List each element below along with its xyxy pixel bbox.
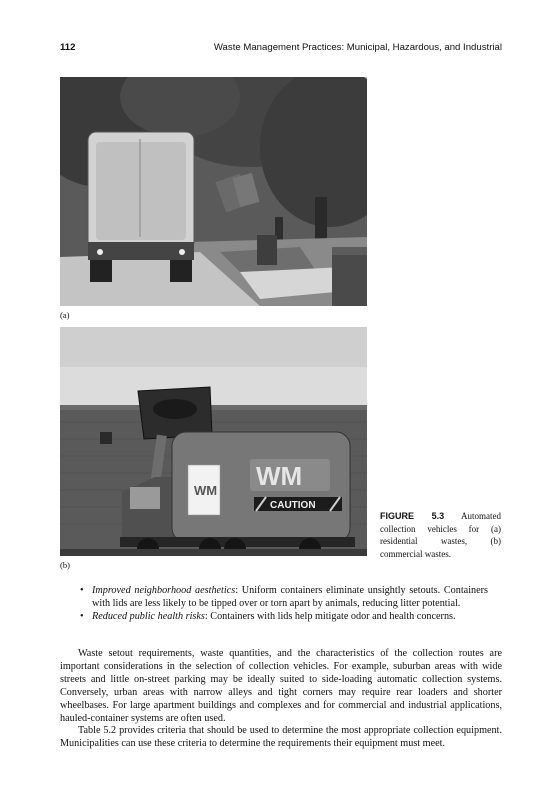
list-item-term: Reduced public health risks — [92, 610, 205, 622]
page-number: 112 — [60, 42, 76, 53]
figure-caption — [380, 510, 501, 560]
bullet-icon: • — [80, 585, 84, 596]
photo-residential-collection-truck — [60, 77, 367, 306]
running-title: Waste Management Practices: Municipal, Hazardous, and Industrial — [213, 42, 502, 53]
list-item-text: : Containers with lids help mitigate odor and health concerns. — [204, 610, 456, 622]
figure-label: FIGURE 5.3 — [380, 511, 445, 521]
list-item — [78, 585, 488, 611]
body-text — [60, 648, 502, 751]
figure-caption-text: Automated collection vehicles for (a) residential wastes, (b) commercial wastes. — [380, 511, 501, 559]
list-item — [78, 611, 488, 624]
residential-truck-image — [60, 77, 367, 306]
list-item-term: Improved neighborhood aesthetics — [92, 585, 236, 596]
bullet-icon: • — [80, 610, 84, 622]
paragraph: Table 5.2 provides criteria that should be used to determine the most appropriate collection equipment. Municipalities can use these criteria to determine the requirements their equipment must meet. — [60, 725, 502, 750]
photo-commercial-collection-truck — [60, 327, 367, 556]
paragraph: Waste setout requirements, waste quantities, and the characteristics of the collection routes are important considerations in the selection of collection vehicles. For example, suburban areas with wide streets and little on-street parking may be ideally suited to side-loading automatic collection systems. Conversely, urban areas with narrow alleys and tight corners may require rear loaders and shorter wheelbases. For large apartment buildings and complexes and for commercial and industrial applications, hauled-container systems are often used. — [60, 648, 502, 724]
list-item-text: : Uniform containers eliminate unsightly setouts. Containers with lids are less likely to be tipped over or torn apart by animals, reducing litter potential. — [92, 585, 489, 609]
running-header — [60, 42, 502, 56]
truck-logo-large: WM — [256, 461, 303, 491]
panel-label-a: (a) — [60, 310, 70, 320]
caution-label: CAUTION — [270, 500, 316, 511]
truck-logo-small: WM — [194, 483, 218, 498]
panel-label-b: (b) — [60, 560, 70, 570]
commercial-truck-image — [60, 327, 367, 556]
benefits-list — [78, 585, 488, 623]
